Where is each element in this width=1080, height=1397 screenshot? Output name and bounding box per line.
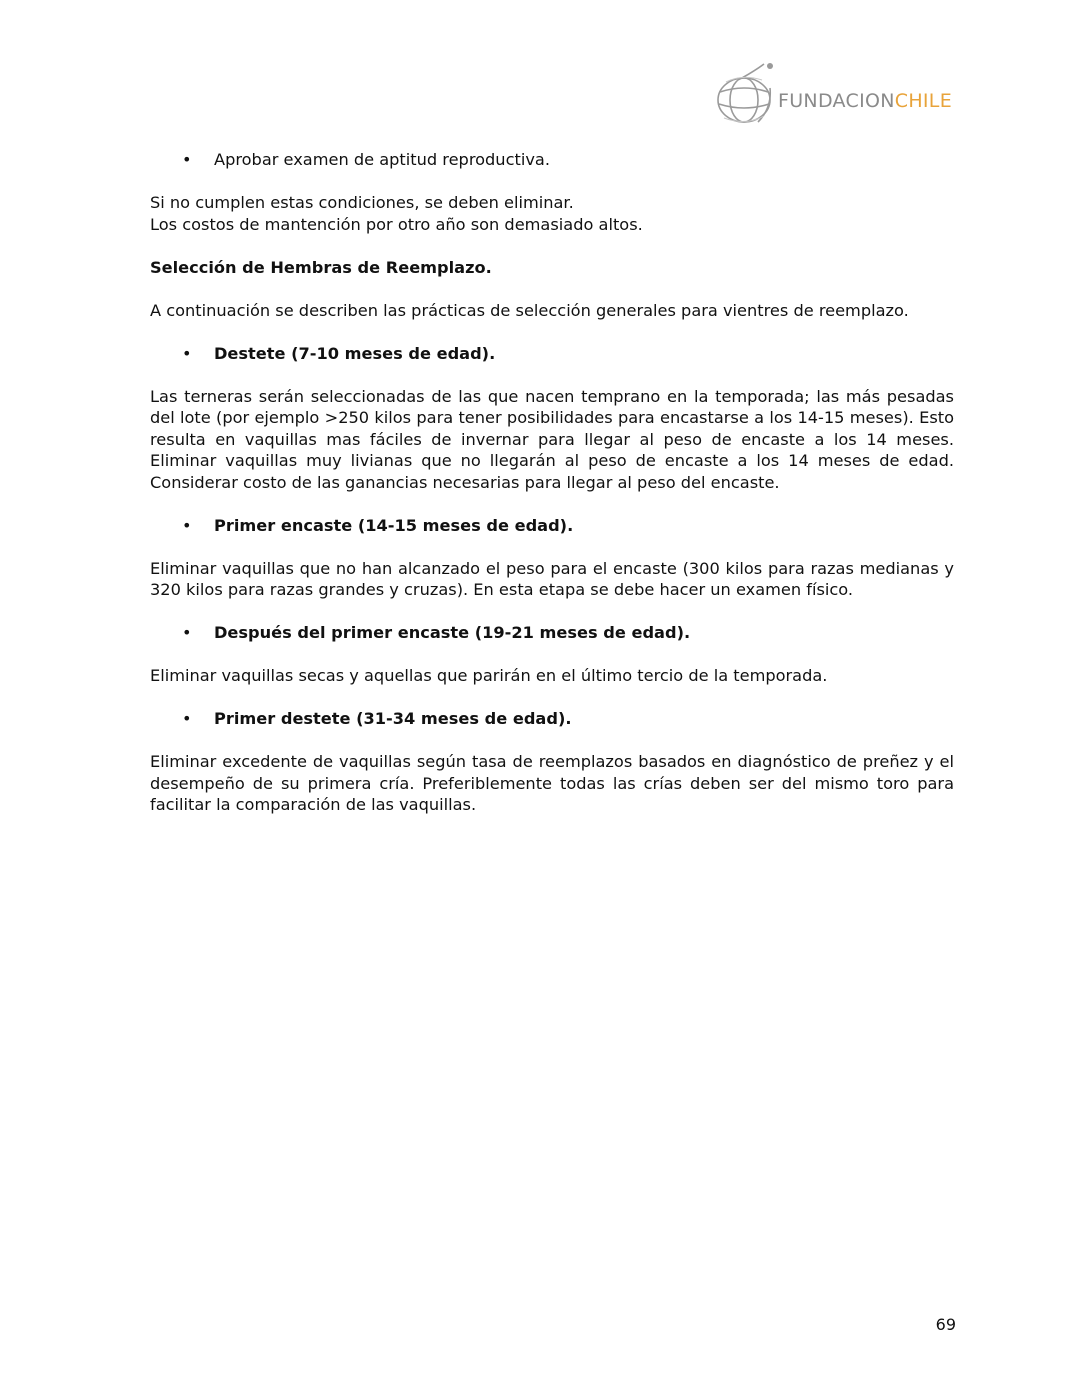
paragraph-section: Eliminar excedente de vaquillas según tasa de reemplazos basados en diagnóstico de preñez y el desempeño de su primera cría. Preferiblemente todas las crías deben ser del mismo toro para facilitar la comparación de las vaquillas. <box>150 752 954 814</box>
bullet-item <box>150 343 954 365</box>
bullet-icon: • <box>182 343 192 363</box>
page-number: 69 <box>935 1315 956 1334</box>
document-content <box>150 149 954 837</box>
bullet-item <box>150 149 954 171</box>
logo-wordmark <box>778 90 952 112</box>
fundacion-chile-logo <box>712 60 962 130</box>
globe-logo-icon <box>712 60 782 130</box>
bullet-title: Después del primer encaste (19-21 meses de edad). <box>214 623 691 642</box>
logo-text-chile: CHILE <box>894 90 952 112</box>
bullet-icon: • <box>182 623 192 642</box>
bullet-text: Aprobar examen de aptitud reproductiva. <box>214 150 550 169</box>
bullet-item <box>150 515 954 537</box>
bullet-title: Primer encaste (14-15 meses de edad). <box>214 515 574 535</box>
paragraph-intro: A continuación se describen las prácticas de selección generales para vientres de reemplazo. <box>150 300 909 320</box>
paragraph-section: Eliminar vaquillas secas y aquellas que parirán en el último tercio de la temporada. <box>150 666 828 685</box>
bullet-icon: • <box>182 709 192 728</box>
bullet-icon: • <box>182 150 192 169</box>
bullet-title: Destete (7-10 meses de edad). <box>214 343 496 363</box>
paragraph-line: Si no cumplen estas condiciones, se deben eliminar. <box>150 193 574 212</box>
bullet-item <box>150 708 954 730</box>
paragraph-section: Las terneras serán seleccionadas de las que nacen temprano en la temporada; las más pesadas del lote (por ejemplo >250 kilos para tener posibilidades para encastarse a los 14-15 meses). Esto resulta en vaquillas mas fáciles de invernar para llegar al peso de encaste a los 14 meses. Eliminar vaquillas muy livianas que no llegarán al peso de encaste a los 14 meses de edad. Considerar costo de las ganancias necesarias para llegar al peso del encaste. <box>150 386 954 492</box>
section-heading: Selección de Hembras de Reemplazo. <box>150 257 492 277</box>
paragraph-line: Los costos de mantención por otro año son demasiado altos. <box>150 214 643 234</box>
paragraph-conditions <box>150 192 954 235</box>
logo-text-fundacion: FUNDACION <box>778 90 895 112</box>
bullet-title: Primer destete (31-34 meses de edad). <box>214 709 572 728</box>
paragraph-section: Eliminar vaquillas que no han alcanzado el peso para el encaste (300 kilos para razas medianas y 320 kilos para razas grandes y cruzas). En esta etapa se debe hacer un examen físico. <box>150 558 954 599</box>
bullet-item <box>150 622 954 644</box>
bullet-icon: • <box>182 515 192 535</box>
